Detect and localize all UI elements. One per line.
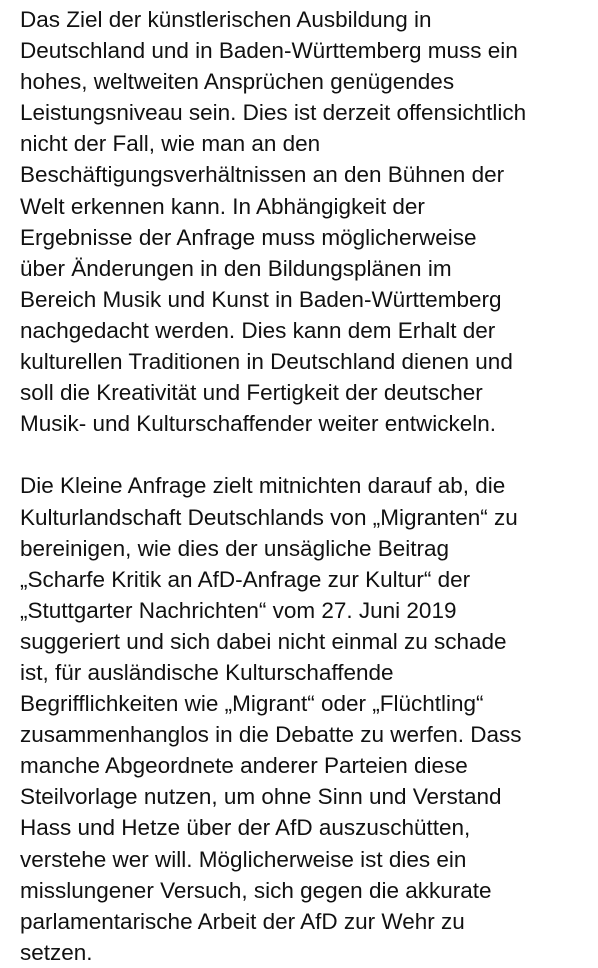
text-line: Kulturlandschaft Deutschlands von „Migranten“ zu — [20, 504, 518, 530]
text-line: nachgedacht werden. Dies kann dem Erhalt der — [20, 317, 496, 343]
text-line: ist, für ausländische Kulturschaffende — [20, 659, 394, 685]
text-line: Leistungsniveau sein. Dies ist derzeit offensichtlich — [20, 100, 527, 126]
text-line: suggeriert und sich dabei nicht einmal zu schade — [20, 628, 507, 654]
text-line: Beschäftigungsverhältnissen an den Bühnen der — [20, 162, 505, 188]
text-line: zusammenhanglos in die Debatte zu werfen. Dass — [20, 722, 522, 748]
text-line: „Scharfe Kritik an AfD-Anfrage zur Kultur“ der — [20, 566, 471, 592]
text-line: Begrifflichkeiten wie „Migrant“ oder „Flüchtling“ — [20, 691, 484, 717]
text-line: „Stuttgarter Nachrichten“ vom 27. Juni 2019 — [20, 597, 457, 623]
text-line: parlamentarische Arbeit der AfD zur Wehr zu — [20, 908, 465, 934]
text-line: setzen. — [20, 939, 93, 965]
text-line: über Änderungen in den Bildungsplänen im — [20, 255, 452, 281]
text-line: Das Ziel der künstlerischen Ausbildung in — [20, 7, 432, 32]
paragraph-1 — [20, 4, 596, 439]
text-line: Die Kleine Anfrage zielt mitnichten darauf ab, die — [20, 473, 506, 499]
document-body — [20, 4, 596, 968]
text-line: nicht der Fall, wie man an den — [20, 131, 321, 157]
text-line: Steilvorlage nutzen, um ohne Sinn und Verstand — [20, 784, 502, 810]
text-line: Ergebnisse der Anfrage muss möglicherweise — [20, 224, 477, 250]
text-line: kulturellen Traditionen in Deutschland dienen und — [20, 349, 513, 375]
paragraph-spacer — [20, 439, 596, 470]
text-line: hohes, weltweiten Ansprüchen genügendes — [20, 69, 455, 95]
text-line: Musik- und Kulturschaffender weiter entwickeln. — [20, 411, 497, 437]
text-line: Hass und Hetze über der AfD auszuschütten, — [20, 815, 471, 841]
text-line: bereinigen, wie dies der unsägliche Beitrag — [20, 535, 450, 561]
text-line: misslungener Versuch, sich gegen die akkurate — [20, 877, 492, 903]
text-line: Bereich Musik und Kunst in Baden-Württemberg — [20, 286, 502, 312]
text-line: Deutschland und in Baden-Württemberg muss ein — [20, 38, 518, 64]
text-line: manche Abgeordnete anderer Parteien diese — [20, 753, 468, 779]
text-line: verstehe wer will. Möglicherweise ist dies ein — [20, 846, 467, 872]
text-line: soll die Kreativität und Fertigkeit der deutscher — [20, 380, 483, 406]
text-line: Welt erkennen kann. In Abhängigkeit der — [20, 193, 425, 219]
paragraph-2 — [20, 470, 596, 968]
